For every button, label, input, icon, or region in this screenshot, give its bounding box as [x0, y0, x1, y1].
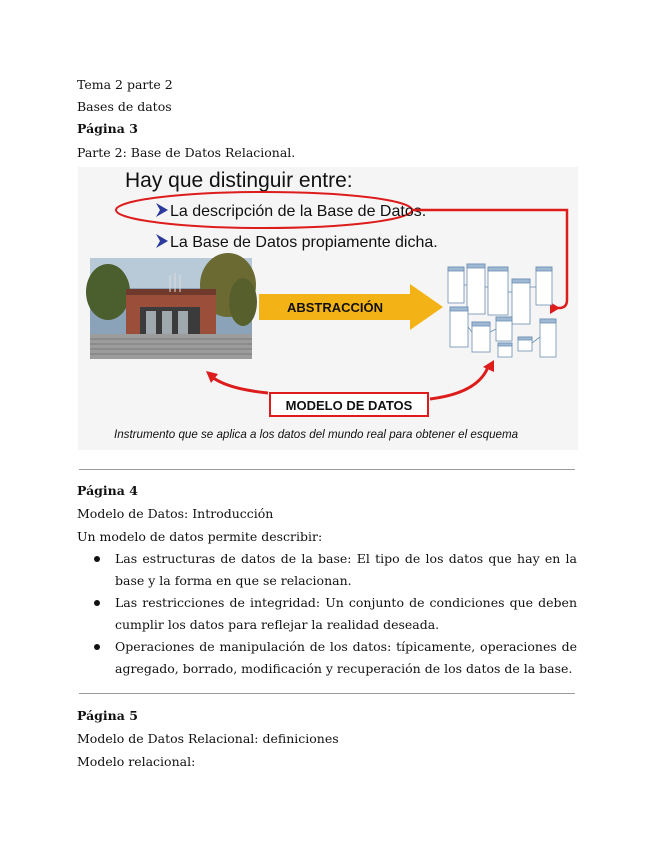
horizontal-divider	[79, 469, 575, 470]
slide-headline: Hay que distinguir entre:	[125, 169, 353, 192]
list-item-text: Las restricciones de integridad: Un conjunto de condiciones que deben cumplir los datos para reflejar la realidad deseada.	[115, 595, 577, 632]
page5-title: Modelo de Datos Relacional: definiciones	[77, 731, 339, 746]
subject-line: Bases de datos	[77, 99, 172, 114]
bullet-dot	[94, 556, 100, 562]
slide-image	[78, 167, 578, 450]
page4-intro: Un modelo de datos permite describir:	[77, 529, 323, 544]
slide-bullet-2: La Base de Datos propiamente dicha.	[170, 234, 438, 251]
bullet-dot	[94, 600, 100, 606]
topic-line: Tema 2 parte 2	[77, 77, 173, 92]
page4-heading: Página 4	[77, 483, 138, 498]
page3-heading: Página 3	[77, 121, 138, 136]
list-item	[77, 548, 577, 592]
list-item	[77, 636, 577, 680]
list-item	[77, 592, 577, 636]
slide-bullet-1: La descripción de la Base de Datos.	[170, 203, 427, 220]
page5-heading: Página 5	[77, 708, 138, 723]
model-label: MODELO DE DATOS	[285, 398, 413, 413]
building-photo	[86, 253, 257, 359]
horizontal-divider	[79, 693, 575, 694]
page5-subtitle: Modelo relacional:	[77, 754, 196, 769]
slide-caption: Instrumento que se aplica a los datos del mundo real para obtener el esquema	[114, 428, 519, 441]
abstraction-label: ABSTRACCIÓN	[286, 300, 384, 315]
bullet-dot	[94, 644, 100, 650]
page4-bullet-list	[77, 548, 577, 680]
page4-title: Modelo de Datos: Introducción	[77, 506, 274, 521]
page3-title: Parte 2: Base de Datos Relacional.	[77, 145, 296, 160]
list-item-text: Las estructuras de datos de la base: El tipo de los datos que hay en la base y la forma en que se relacionan.	[115, 551, 577, 588]
list-item-text: Operaciones de manipulación de los datos: típicamente, operaciones de agregado, borrado, modificación y recuperación de los datos de la base.	[115, 639, 577, 676]
